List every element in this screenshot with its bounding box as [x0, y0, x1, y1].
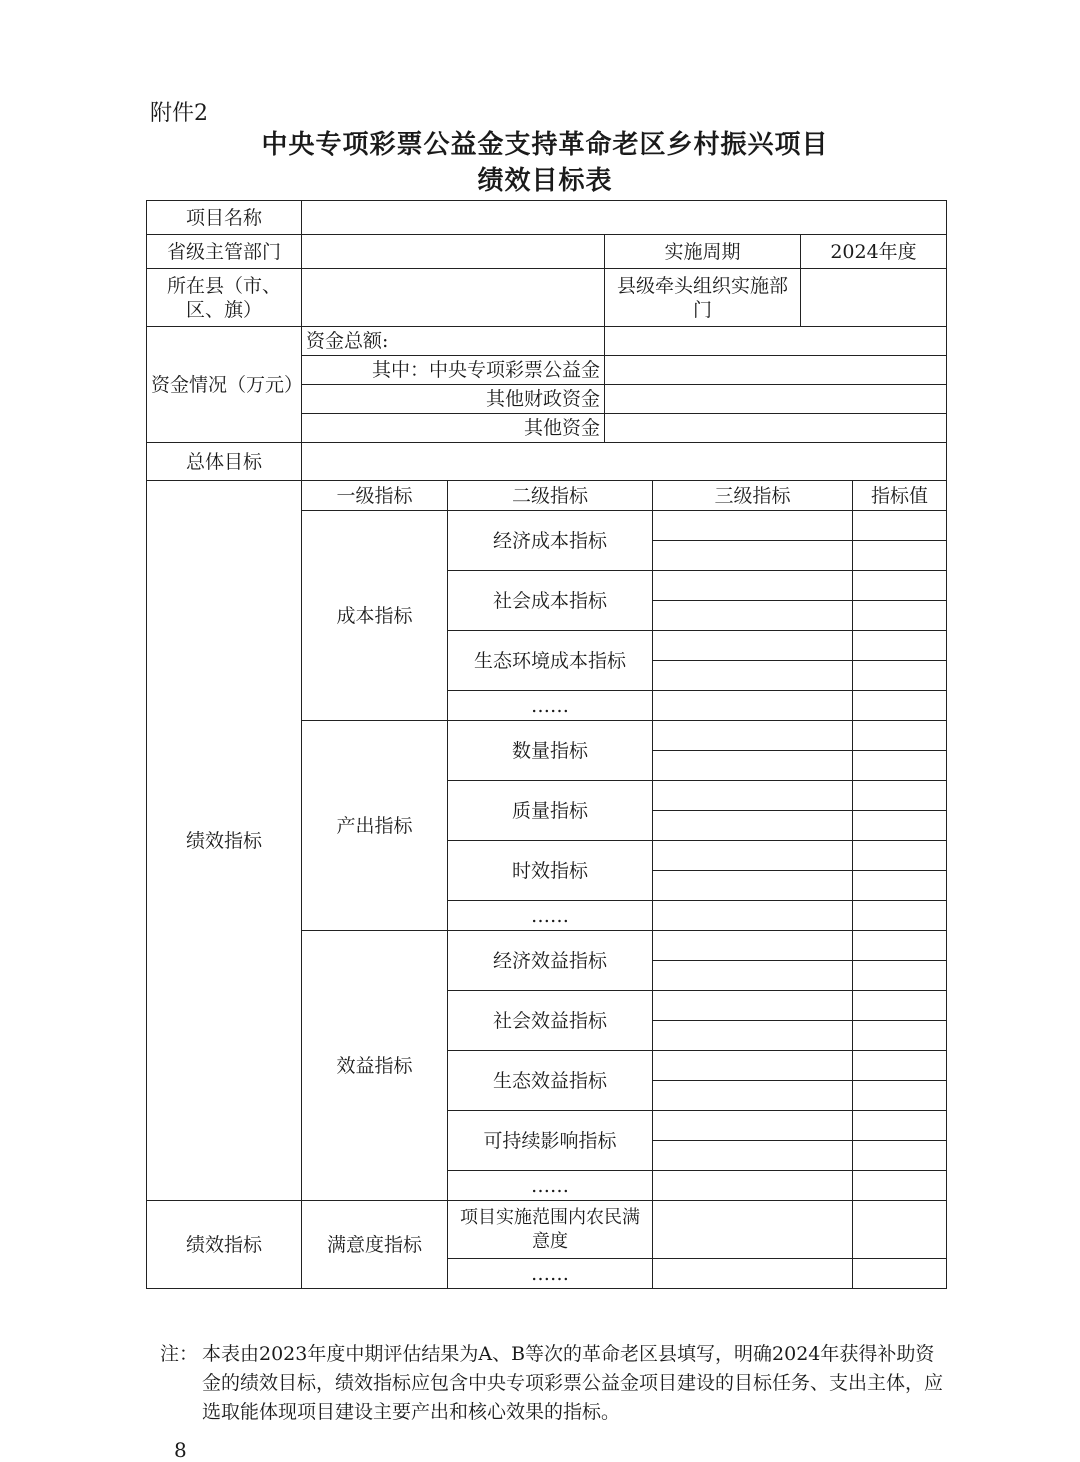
level3-cell[interactable] [653, 901, 853, 931]
level3-cell[interactable] [653, 1021, 853, 1051]
level3-cell[interactable] [653, 1051, 853, 1081]
funds-fiscal-label: 其他财政资金 [302, 385, 605, 414]
value-cell[interactable] [853, 1171, 947, 1201]
benefit-indicator-label: 效益指标 [302, 931, 448, 1201]
project-name-label: 项目名称 [147, 201, 302, 235]
value-cell[interactable] [853, 751, 947, 781]
value-cell[interactable] [853, 1259, 947, 1289]
funds-total-label: 资金总额: [302, 327, 605, 356]
value-cell[interactable] [853, 511, 947, 541]
level3-cell[interactable] [653, 661, 853, 691]
list-item: 生态效益指标 [448, 1051, 653, 1111]
county-lead-dept-field[interactable] [801, 269, 947, 327]
value-cell[interactable] [853, 961, 947, 991]
level3-cell[interactable] [653, 1171, 853, 1201]
value-cell[interactable] [853, 1051, 947, 1081]
level3-cell[interactable] [653, 811, 853, 841]
list-item: 时效指标 [448, 841, 653, 901]
value-cell[interactable] [853, 721, 947, 751]
list-item: 数量指标 [448, 721, 653, 781]
value-cell[interactable] [853, 871, 947, 901]
value-cell[interactable] [853, 811, 947, 841]
form-title: 中央专项彩票公益金支持革命老区乡村振兴项目 [261, 130, 829, 160]
performance-target-table [146, 200, 947, 1289]
province-dept-label: 省级主管部门 [147, 235, 302, 269]
col-level2-header: 二级指标 [448, 481, 653, 511]
form-subtitle: 绩效目标表 [477, 166, 613, 196]
county-label: 所在县（市、区、旗） [147, 269, 302, 327]
level3-cell[interactable] [653, 1259, 853, 1289]
level3-cell[interactable] [653, 931, 853, 961]
footnote [160, 1340, 950, 1427]
page-number: 8 [174, 1438, 187, 1462]
province-dept-field[interactable] [302, 235, 605, 269]
project-name-field[interactable] [302, 201, 947, 235]
value-cell[interactable] [853, 1021, 947, 1051]
level3-cell[interactable] [653, 631, 853, 661]
value-cell[interactable] [853, 541, 947, 571]
level3-cell[interactable] [653, 601, 853, 631]
col-level3-header: 三级指标 [653, 481, 853, 511]
funds-fiscal-field[interactable] [605, 385, 947, 414]
overall-goal-label: 总体目标 [147, 443, 302, 481]
col-level1-header: 一级指标 [302, 481, 448, 511]
value-cell[interactable] [853, 841, 947, 871]
level3-cell[interactable] [653, 1081, 853, 1111]
level3-cell[interactable] [653, 781, 853, 811]
overall-goal-field[interactable] [302, 443, 947, 481]
list-item: 项目实施范围内农民满意度 [448, 1201, 653, 1259]
value-cell[interactable] [853, 901, 947, 931]
perf-indicators-label: 绩效指标 [147, 481, 302, 1201]
attachment-label: 附件2 [150, 101, 208, 126]
value-cell[interactable] [853, 781, 947, 811]
value-cell[interactable] [853, 1081, 947, 1111]
list-item: …… [448, 1171, 653, 1201]
period-value: 2024年度 [801, 235, 947, 269]
satisfaction-indicator-label: 满意度指标 [302, 1201, 448, 1289]
value-cell[interactable] [853, 1111, 947, 1141]
level3-cell[interactable] [653, 751, 853, 781]
list-item: 经济成本指标 [448, 511, 653, 571]
value-cell[interactable] [853, 601, 947, 631]
funds-central-label: 其中：中央专项彩票公益金 [302, 356, 605, 385]
list-item: 可持续影响指标 [448, 1111, 653, 1171]
output-indicator-label: 产出指标 [302, 721, 448, 931]
funds-label: 资金情况（万元） [147, 327, 302, 443]
level3-cell[interactable] [653, 541, 853, 571]
value-cell[interactable] [853, 1141, 947, 1171]
list-item: 社会效益指标 [448, 991, 653, 1051]
funds-other-label: 其他资金 [302, 414, 605, 443]
list-item: 社会成本指标 [448, 571, 653, 631]
level3-cell[interactable] [653, 571, 853, 601]
footnote-text: 本表由2023年度中期评估结果为A、B等次的革命老区县填写，明确2024年获得补助资金的绩效目标，绩效指标应包含中央专项彩票公益金项目建设的目标任务、支出主体，应选取能体现项目建设主要产出和核心效果的指标。 [202, 1343, 944, 1423]
level3-cell[interactable] [653, 991, 853, 1021]
period-label: 实施周期 [605, 235, 801, 269]
value-cell[interactable] [853, 931, 947, 961]
footnote-label: 注： [160, 1343, 199, 1365]
level3-cell[interactable] [653, 721, 853, 751]
value-cell[interactable] [853, 1201, 947, 1259]
level3-cell[interactable] [653, 1141, 853, 1171]
funds-other-field[interactable] [605, 414, 947, 443]
list-item: …… [448, 1259, 653, 1289]
value-cell[interactable] [853, 571, 947, 601]
level3-cell[interactable] [653, 871, 853, 901]
funds-central-field[interactable] [605, 356, 947, 385]
list-item: …… [448, 691, 653, 721]
level3-cell[interactable] [653, 841, 853, 871]
cost-indicator-label: 成本指标 [302, 511, 448, 721]
perf-indicators-label-2: 绩效指标 [147, 1201, 302, 1289]
county-field[interactable] [302, 269, 605, 327]
col-value-header: 指标值 [853, 481, 947, 511]
value-cell[interactable] [853, 661, 947, 691]
level3-cell[interactable] [653, 1201, 853, 1259]
level3-cell[interactable] [653, 1111, 853, 1141]
level3-cell[interactable] [653, 691, 853, 721]
county-lead-dept-label: 县级牵头组织实施部门 [605, 269, 801, 327]
level3-cell[interactable] [653, 961, 853, 991]
funds-total-field[interactable] [605, 327, 947, 356]
list-item: …… [448, 901, 653, 931]
value-cell[interactable] [853, 631, 947, 661]
value-cell[interactable] [853, 991, 947, 1021]
list-item: 生态环境成本指标 [448, 631, 653, 691]
value-cell[interactable] [853, 691, 947, 721]
list-item: 质量指标 [448, 781, 653, 841]
level3-cell[interactable] [653, 511, 853, 541]
list-item: 经济效益指标 [448, 931, 653, 991]
